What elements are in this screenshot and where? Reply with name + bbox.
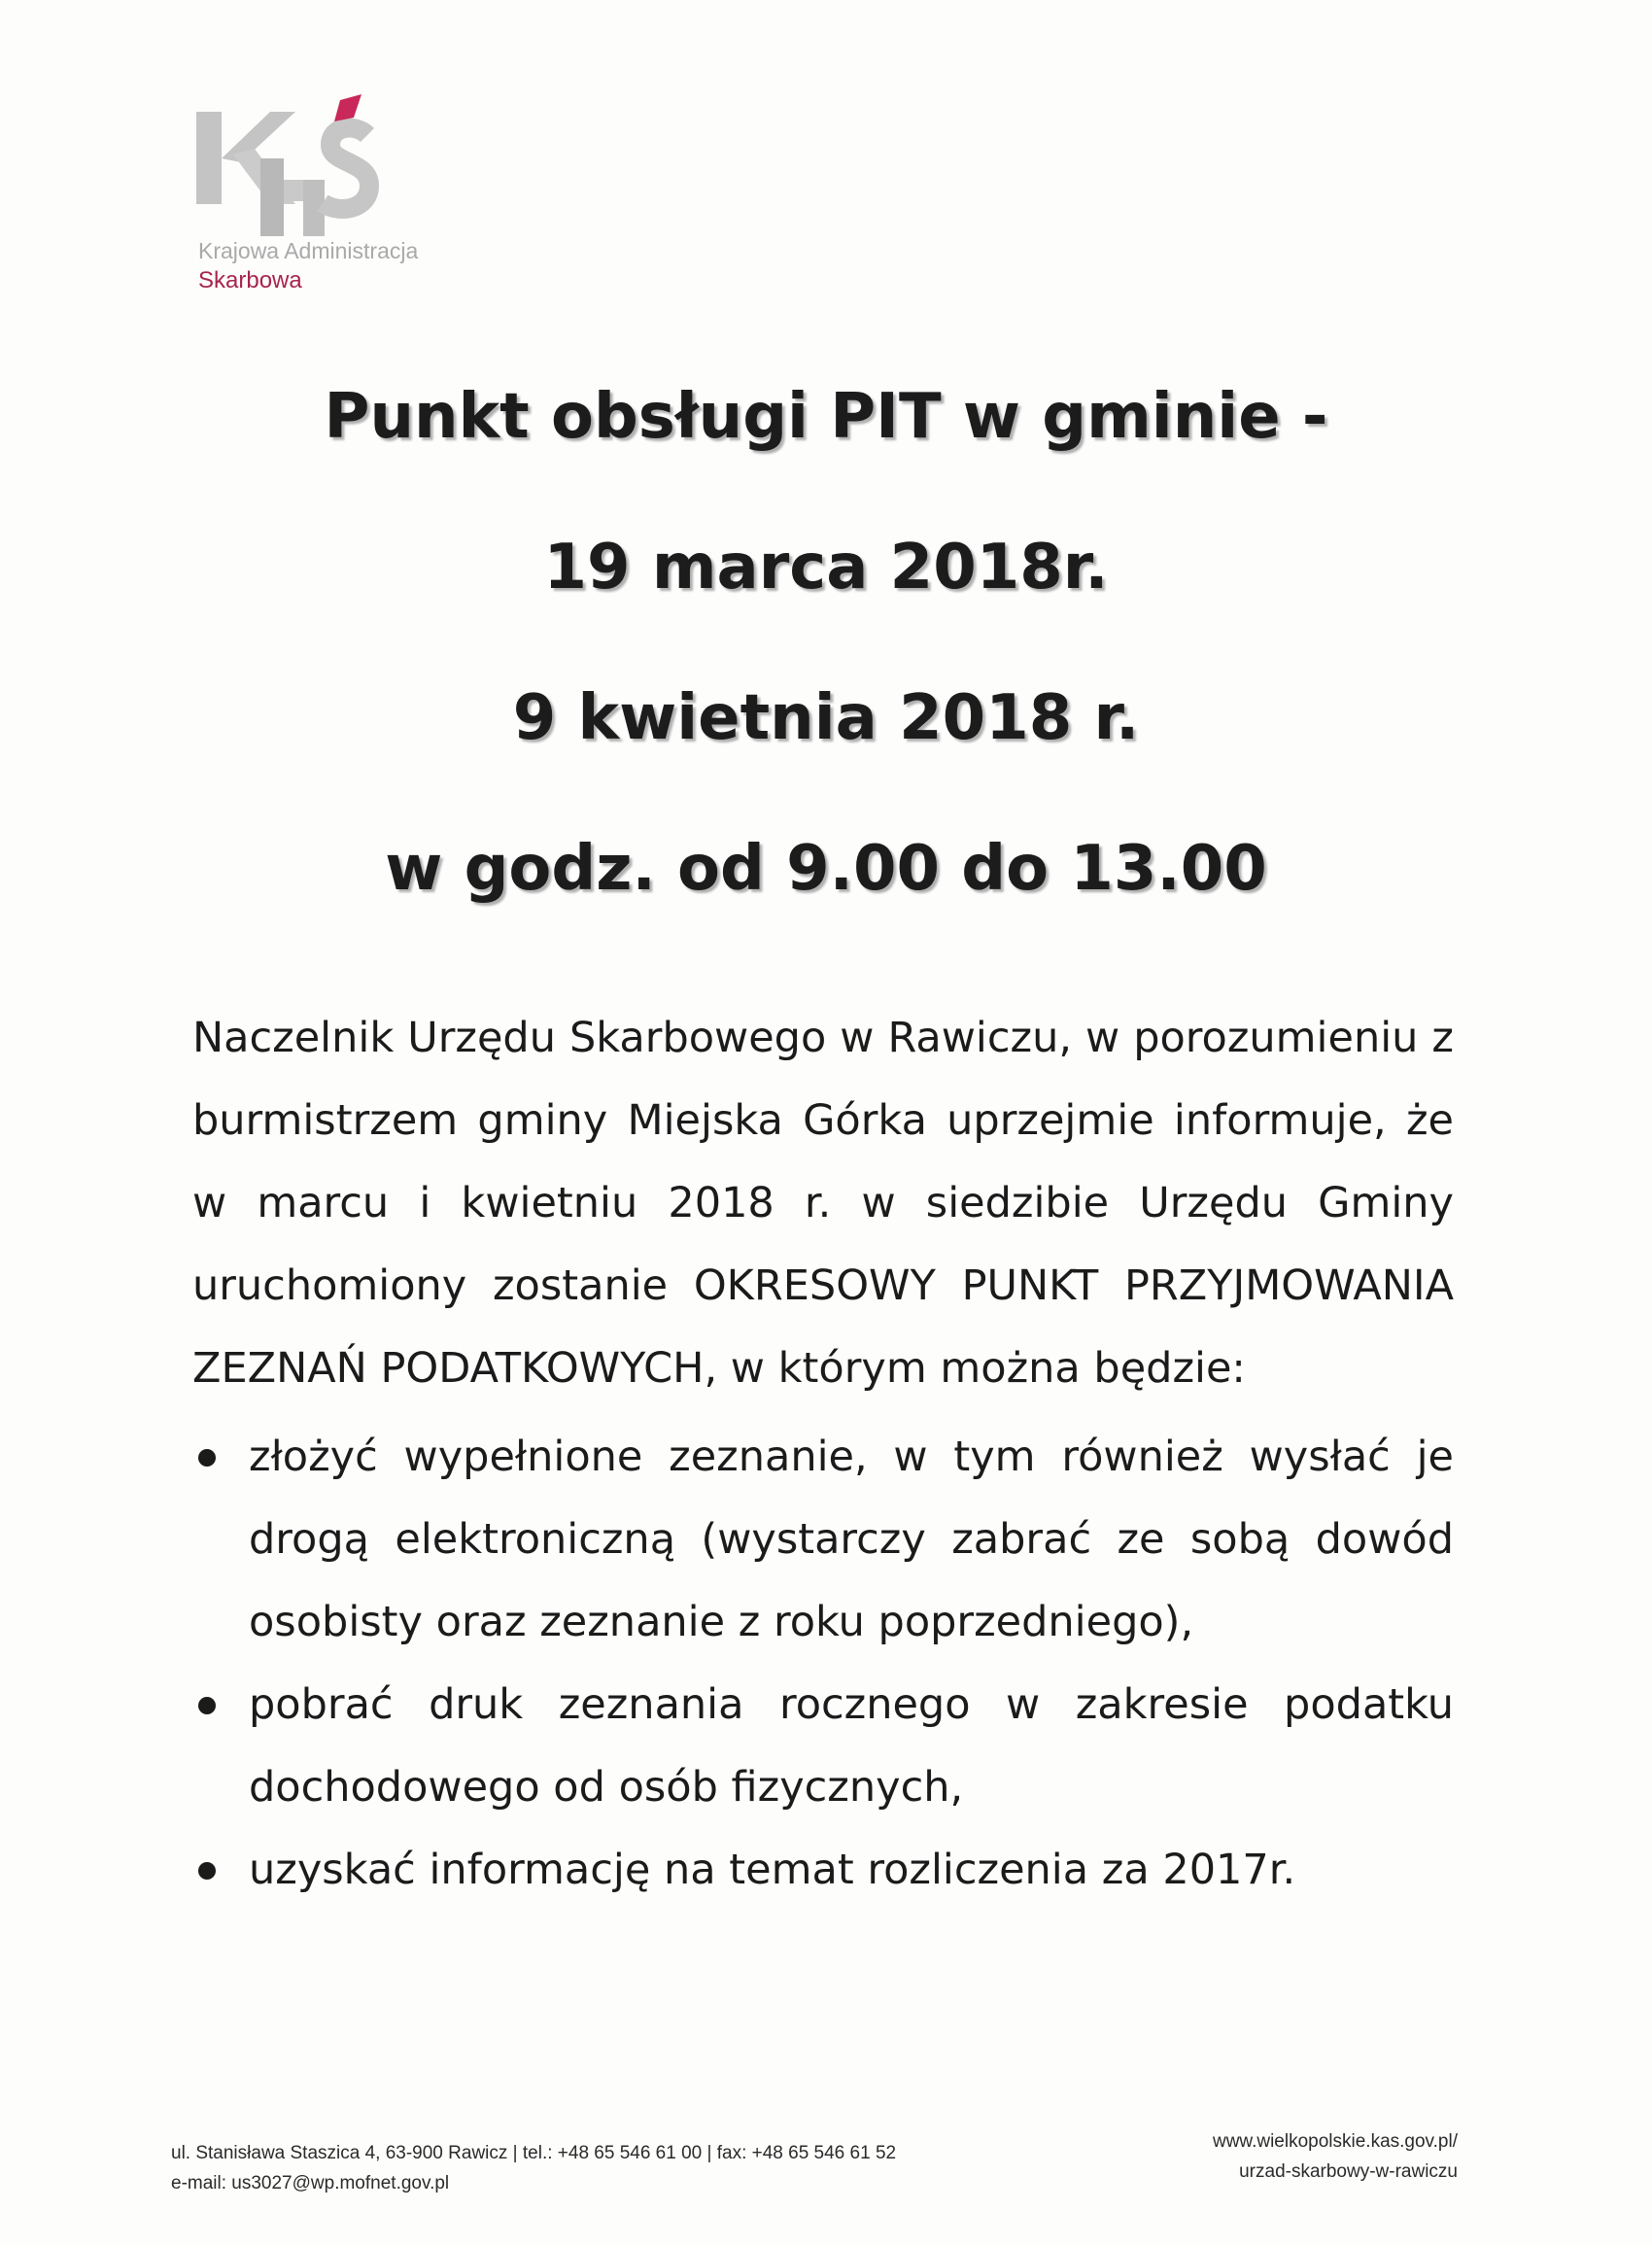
notice-body: [192, 997, 1454, 1912]
bullet-icon: [198, 1862, 216, 1880]
footer-email[interactable]: e-mail: us3027@wp.mofnet.gov.pl: [171, 2173, 450, 2193]
bullet-icon: [198, 1449, 216, 1467]
website-line-2[interactable]: urzad-skarbowy-w-rawiczu: [1239, 2161, 1458, 2182]
list-item-text: złożyć wypełnione zeznanie, w tym również wysłać je drogą elektroniczną (wystarczy zabrać ze sobą dowód osobisty oraz zeznanie z roku poprzedniego),: [249, 1433, 1454, 1646]
intro-paragraph: Naczelnik Urzędu Skarbowego w Rawiczu, w porozumieniu z burmistrzem gminy Miejska Górka uprzejmie informuje, że w marcu i kwietniu 2018 r. w siedzibie Urzędu Gminy uruchomiony zostanie OKRESOWY PUNKT PRZYJMOWANIA ZEZNAŃ PODATKOWYCH, w którym można będzie:: [192, 1014, 1454, 1393]
list-item: [192, 1664, 1454, 1829]
page-title: [0, 342, 1652, 945]
list-item-text: pobrać druk zeznania rocznego w zakresie podatku dochodowego od osób fizycznych,: [249, 1680, 1454, 1812]
kas-logo-mark: [194, 92, 389, 238]
logo-text-skarbowa: Skarbowa: [198, 267, 302, 294]
title-line-4: w godz. od 9.00 do 13.00: [385, 833, 1267, 905]
title-line-3: 9 kwietnia 2018 r.: [512, 682, 1140, 754]
list-item-text: uzyskać informację na temat rozliczenia za 2017r.: [249, 1846, 1296, 1894]
bullet-icon: [198, 1697, 216, 1714]
logo-text-administration: Krajowa Administracja: [198, 238, 419, 263]
website-line-1[interactable]: www.wielkopolskie.kas.gov.pl/: [1212, 2131, 1458, 2152]
list-item: [192, 1829, 1454, 1912]
list-item: [192, 1416, 1454, 1664]
footer-website[interactable]: [1213, 2126, 1458, 2187]
title-line-1: Punkt obsługi PIT w gminie -: [324, 381, 1328, 453]
kas-logo: [194, 92, 486, 301]
services-list: [192, 1416, 1454, 1912]
title-line-2: 19 marca 2018r.: [543, 532, 1109, 604]
footer-address: ul. Stanisława Staszica 4, 63-900 Rawicz | tel.: +48 65 546 61 00 | fax: +48 65 546 61 52: [171, 2143, 897, 2163]
footer-contact: [171, 2138, 896, 2198]
